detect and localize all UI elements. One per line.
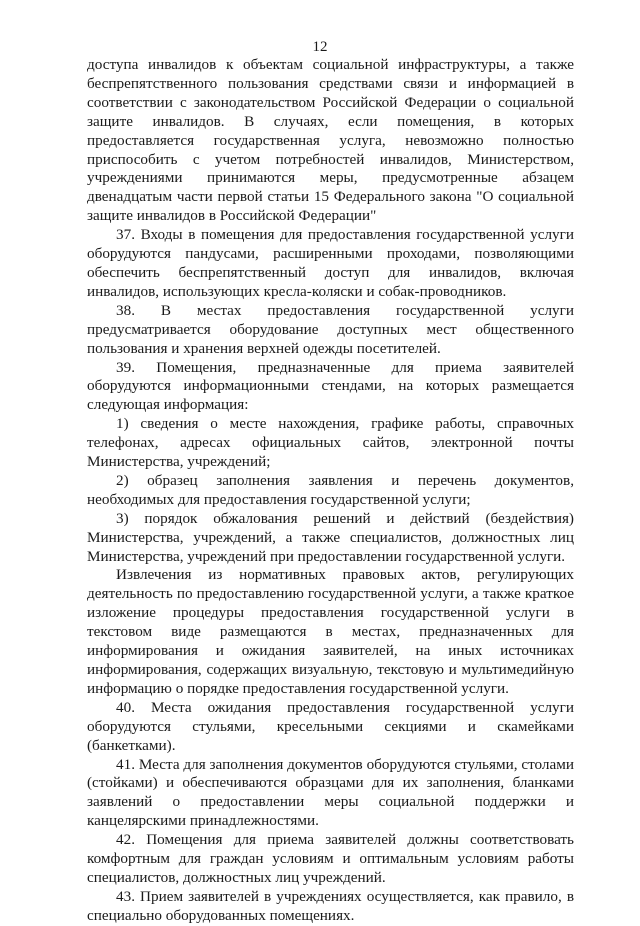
list-item-3: 3) порядок обжалования решений и действий (бездействия) Министерства, учреждений, а также специалистов, должностных лиц Министерства, учреждений при предоставлении государственной услуги.	[87, 509, 574, 565]
paragraph-item-39: 39. Помещения, предназначенные для приема заявителей оборудуются информационными стендами, на которых размещается следующая информация:	[87, 358, 574, 414]
paragraph-item-43: 43. Прием заявителей в учреждениях осуществляется, как правило, в специально оборудованных помещениях.	[87, 887, 574, 924]
page-number: 12	[312, 39, 328, 55]
paragraph-extracts: Извлечения из нормативных правовых актов, регулирующих деятельность по предоставлению государственной услуги, а также краткое изложение процедуры предоставления государственной услуги в текстовом виде размещаются в местах, предназначенных для информирования и ожидания заявителей, на иных источниках информирования, содержащих визуальную, текстовую и мультимедийную информацию о порядке предоставления государственной услуги.	[87, 566, 574, 697]
document-body	[87, 56, 574, 926]
list-item-1: 1) сведения о месте нахождения, графике работы, справочных телефонах, адресах официальных сайтов, электронной почты Министерства, учреждений;	[87, 415, 574, 471]
paragraph-item-38: 38. В местах предоставления государственной услуги предусматривается оборудование доступных мест общественного пользования и хранения верхней одежды посетителей.	[87, 301, 574, 357]
paragraph-item-41: 41. Места для заполнения документов оборудуются стульями, столами (стойками) и обеспечиваются образцами для их заполнения, бланками заявлений о предоставлении меры социальной поддержки и канцелярскими принадлежностями.	[87, 755, 574, 830]
paragraph-item-40: 40. Места ожидания предоставления государственной услуги оборудуются стульями, кресельными секциями и скамейками (банкетками).	[87, 698, 574, 754]
paragraph-continuation: доступа инвалидов к объектам социальной инфраструктуры, а также беспрепятственного пользования средствами связи и информацией в соответствии с законодательством Российской Федерации о социальной защите инвалидов. В случаях, если помещения, в которых предоставляется государственная услуга, невозможно полностью приспособить с учетом потребностей инвалидов, Министерством, учреждениями принимаются меры, предусмотренные абзацем двенадцатым части первой статьи 15 Федерального закона "О социальной защите инвалидов в Российской Федерации"	[87, 56, 574, 225]
paragraph-item-37: 37. Входы в помещения для предоставления государственной услуги оборудуются пандусами, расширенными проходами, позволяющими обеспечить беспрепятственный доступ для инвалидов, включая инвалидов, использующих кресла-коляски и собак-проводников.	[87, 226, 574, 300]
list-item-2: 2) образец заполнения заявления и перечень документов, необходимых для предоставления государственной услуги;	[87, 471, 574, 508]
paragraph-item-42: 42. Помещения для приема заявителей должны соответствовать комфортным для граждан условиям и оптимальным условиям работы специалистов, должностных лиц учреждений.	[87, 831, 574, 886]
